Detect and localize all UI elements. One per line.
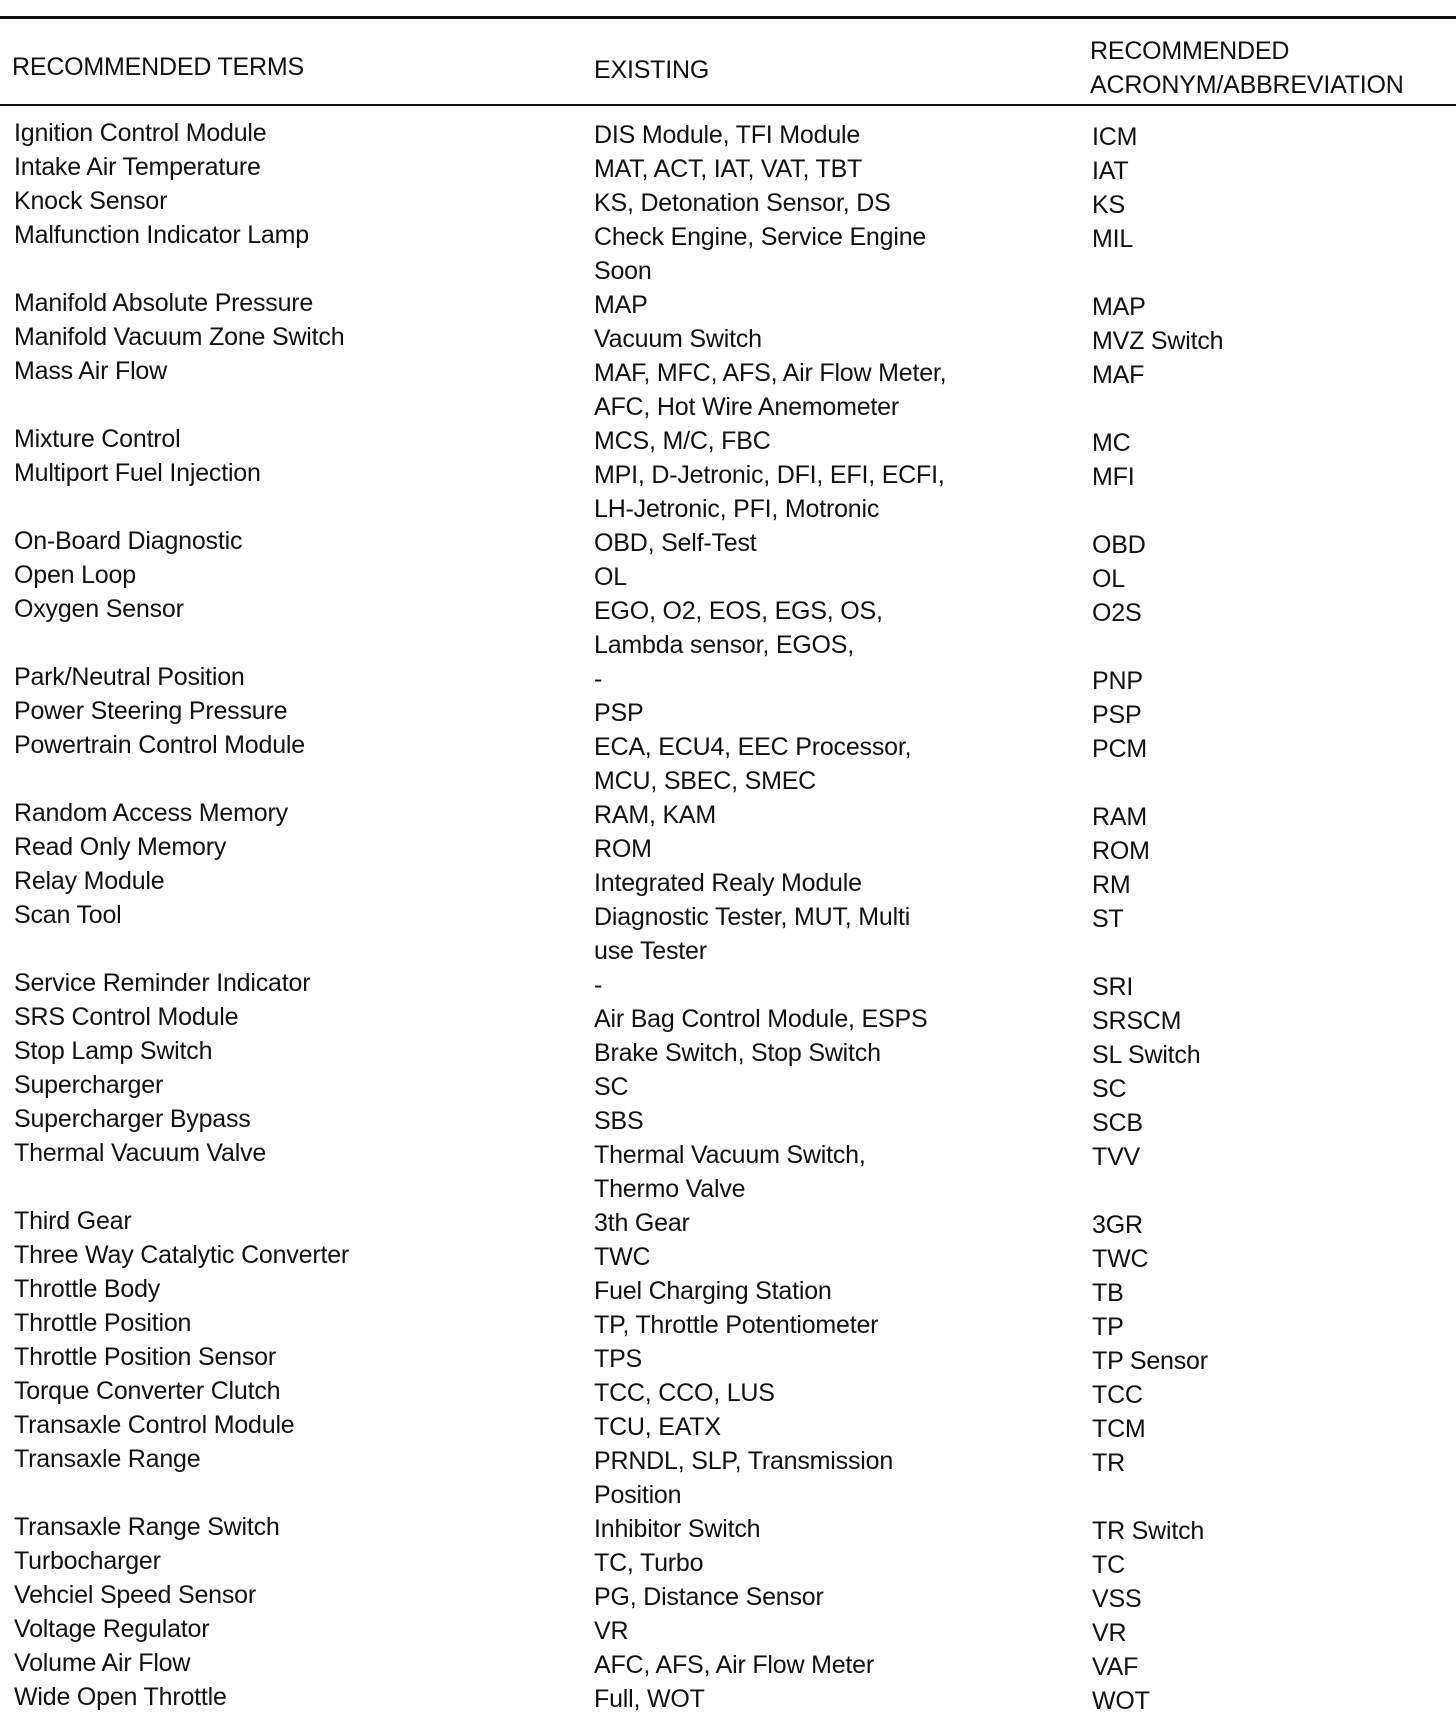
table-row: [0, 150, 1456, 184]
cell-existing: -: [594, 971, 603, 999]
cell-recommended-term: Transaxle Range Switch: [14, 1513, 280, 1541]
cell-existing: SC: [594, 1073, 629, 1101]
table-row: [0, 524, 1456, 558]
cell-recommended-term: Random Access Memory: [14, 799, 288, 827]
cell-existing: TCU, EATX: [594, 1413, 721, 1441]
cell-existing: ROM: [594, 835, 652, 863]
cell-acronym: SCB: [1092, 1109, 1143, 1137]
cell-existing: AFC, AFS, Air Flow Meter: [594, 1651, 874, 1679]
cell-acronym: MFI: [1092, 463, 1135, 491]
cell-recommended-term: Transaxle Range: [14, 1445, 201, 1473]
table-row: [0, 1000, 1456, 1034]
table-row: [0, 728, 1456, 796]
cell-existing: Integrated Realy Module: [594, 869, 862, 897]
cell-recommended-term: Open Loop: [14, 561, 136, 589]
cell-existing: SBS: [594, 1107, 644, 1135]
cell-existing: PSP: [594, 699, 644, 727]
header-recommended-terms: RECOMMENDED TERMS: [12, 53, 304, 81]
table-row: [0, 1340, 1456, 1374]
table-row: [0, 1272, 1456, 1306]
cell-existing: 3th Gear: [594, 1209, 690, 1237]
cell-acronym: TVV: [1092, 1143, 1141, 1171]
cell-acronym: ST: [1092, 905, 1124, 933]
table-row: [0, 1510, 1456, 1544]
table-row: [0, 1306, 1456, 1340]
cell-recommended-term: Mixture Control: [14, 425, 181, 453]
header-existing: EXISTING: [594, 56, 710, 84]
cell-acronym: TR Switch: [1092, 1517, 1205, 1545]
cell-acronym: VAF: [1092, 1653, 1139, 1681]
cell-recommended-term: Thermal Vacuum Valve: [14, 1139, 267, 1167]
table-row: [0, 456, 1456, 524]
cell-acronym: TCC: [1092, 1381, 1143, 1409]
cell-recommended-term: Knock Sensor: [14, 187, 168, 215]
table-row: [0, 320, 1456, 354]
cell-recommended-term: Park/Neutral Position: [14, 663, 245, 691]
table-row: [0, 1612, 1456, 1646]
table-row: [0, 1544, 1456, 1578]
cell-acronym: MAF: [1092, 361, 1145, 389]
cell-acronym: OBD: [1092, 531, 1146, 559]
cell-acronym: WOT: [1092, 1687, 1150, 1715]
table-row: [0, 1374, 1456, 1408]
cell-acronym: MAP: [1092, 293, 1146, 321]
cell-recommended-term: Throttle Position: [14, 1309, 192, 1337]
cell-recommended-term: Voltage Regulator: [14, 1615, 210, 1643]
cell-acronym: SL Switch: [1092, 1041, 1201, 1069]
cell-acronym: TP: [1092, 1313, 1124, 1341]
cell-existing: OBD, Self-Test: [594, 529, 757, 557]
cell-existing: VR: [594, 1617, 629, 1645]
cell-existing: TWC: [594, 1243, 651, 1271]
table-row: [0, 1408, 1456, 1442]
cell-recommended-term: Intake Air Temperature: [14, 153, 261, 181]
cell-existing: PG, Distance Sensor: [594, 1583, 824, 1611]
cell-recommended-term: Malfunction Indicator Lamp: [14, 221, 309, 249]
table-row: [0, 116, 1456, 150]
cell-recommended-term: SRS Control Module: [14, 1003, 239, 1031]
cell-recommended-term: Wide Open Throttle: [14, 1683, 227, 1711]
cell-existing: Diagnostic Tester, MUT, Multi use Tester: [594, 903, 911, 965]
cell-existing: TP, Throttle Potentiometer: [594, 1311, 879, 1339]
cell-acronym: SRSCM: [1092, 1007, 1182, 1035]
table-row: [0, 898, 1456, 966]
table-row: [0, 592, 1456, 660]
cell-existing: PRNDL, SLP, Transmission Position: [594, 1447, 894, 1509]
cell-acronym: TCM: [1092, 1415, 1146, 1443]
cell-existing: Full, WOT: [594, 1685, 705, 1713]
cell-existing: MAF, MFC, AFS, Air Flow Meter, AFC, Hot Wire Anemometer: [594, 359, 947, 421]
cell-acronym: TB: [1092, 1279, 1124, 1307]
cell-recommended-term: Supercharger: [14, 1071, 164, 1099]
table-row: [0, 966, 1456, 1000]
cell-recommended-term: Three Way Catalytic Converter: [14, 1241, 350, 1269]
cell-acronym: MC: [1092, 429, 1131, 457]
cell-recommended-term: Third Gear: [14, 1207, 132, 1235]
table-row: [0, 796, 1456, 830]
cell-acronym: TWC: [1092, 1245, 1149, 1273]
cell-acronym: MVZ Switch: [1092, 327, 1224, 355]
cell-acronym: TR: [1092, 1449, 1125, 1477]
cell-recommended-term: On-Board Diagnostic: [14, 527, 243, 555]
cell-existing: MAT, ACT, IAT, VAT, TBT: [594, 155, 863, 183]
table-row: [0, 1034, 1456, 1068]
cell-existing: Brake Switch, Stop Switch: [594, 1039, 881, 1067]
cell-recommended-term: Powertrain Control Module: [14, 731, 305, 759]
table-row: [0, 1578, 1456, 1612]
cell-recommended-term: Service Reminder Indicator: [14, 969, 311, 997]
table-row: [0, 422, 1456, 456]
cell-existing: Thermal Vacuum Switch, Thermo Valve: [594, 1141, 866, 1203]
table-row: [0, 218, 1456, 286]
cell-recommended-term: Mass Air Flow: [14, 357, 167, 385]
cell-acronym: PCM: [1092, 735, 1147, 763]
cell-acronym: IAT: [1092, 157, 1129, 185]
table-row: [0, 1680, 1456, 1714]
table-row: [0, 864, 1456, 898]
cell-existing: OL: [594, 563, 627, 591]
header-acronym: [1090, 34, 1404, 102]
cell-existing: Air Bag Control Module, ESPS: [594, 1005, 928, 1033]
cell-recommended-term: Volume Air Flow: [14, 1649, 191, 1677]
cell-recommended-term: Throttle Body: [14, 1275, 161, 1303]
table-row: [0, 354, 1456, 422]
cell-recommended-term: Relay Module: [14, 867, 165, 895]
cell-acronym: SRI: [1092, 973, 1134, 1001]
cell-recommended-term: Manifold Vacuum Zone Switch: [14, 323, 345, 351]
cell-existing: ECA, ECU4, EEC Processor, MCU, SBEC, SMEC: [594, 733, 912, 795]
cell-acronym: 3GR: [1092, 1211, 1143, 1239]
cell-recommended-term: Oxygen Sensor: [14, 595, 184, 623]
cell-acronym: MIL: [1092, 225, 1134, 253]
cell-recommended-term: Torque Converter Clutch: [14, 1377, 281, 1405]
cell-existing: KS, Detonation Sensor, DS: [594, 189, 891, 217]
cell-acronym: TC: [1092, 1551, 1125, 1579]
cell-existing: Fuel Charging Station: [594, 1277, 832, 1305]
table-row: [0, 1102, 1456, 1136]
cell-recommended-term: Read Only Memory: [14, 833, 227, 861]
cell-acronym: O2S: [1092, 599, 1142, 627]
cell-acronym: ICM: [1092, 123, 1138, 151]
cell-acronym: VSS: [1092, 1585, 1142, 1613]
cell-acronym: KS: [1092, 191, 1125, 219]
cell-recommended-term: Transaxle Control Module: [14, 1411, 295, 1439]
table-row: [0, 660, 1456, 694]
cell-acronym: PNP: [1092, 667, 1143, 695]
cell-recommended-term: Multiport Fuel Injection: [14, 459, 261, 487]
table-row: [0, 1442, 1456, 1510]
cell-acronym: ROM: [1092, 837, 1150, 865]
cell-acronym: TP Sensor: [1092, 1347, 1208, 1375]
cell-existing: MPI, D-Jetronic, DFI, EFI, ECFI, LH-Jetronic, PFI, Motronic: [594, 461, 945, 523]
cell-existing: TCC, CCO, LUS: [594, 1379, 775, 1407]
top-rule: [0, 16, 1456, 19]
cell-recommended-term: Power Steering Pressure: [14, 697, 288, 725]
table-row: [0, 1238, 1456, 1272]
cell-acronym: SC: [1092, 1075, 1127, 1103]
table-row: [0, 1068, 1456, 1102]
cell-acronym: RM: [1092, 871, 1131, 899]
cell-acronym: OL: [1092, 565, 1125, 593]
cell-existing: MCS, M/C, FBC: [594, 427, 771, 455]
cell-recommended-term: Supercharger Bypass: [14, 1105, 251, 1133]
table-row: [0, 1646, 1456, 1680]
cell-recommended-term: Ignition Control Module: [14, 119, 267, 147]
header-rule: [0, 104, 1456, 106]
cell-existing: TPS: [594, 1345, 643, 1373]
cell-recommended-term: Scan Tool: [14, 901, 122, 929]
table-row: [0, 694, 1456, 728]
cell-recommended-term: Vehciel Speed Sensor: [14, 1581, 257, 1609]
table-row: [0, 558, 1456, 592]
cell-existing: Inhibitor Switch: [594, 1515, 761, 1543]
cell-recommended-term: Manifold Absolute Pressure: [14, 289, 314, 317]
table-row: [0, 830, 1456, 864]
cell-acronym: VR: [1092, 1619, 1127, 1647]
cell-existing: RAM, KAM: [594, 801, 717, 829]
header-acronym-line2: ACRONYM/ABBREVIATION: [1090, 71, 1404, 99]
cell-existing: DIS Module, TFI Module: [594, 121, 861, 149]
cell-acronym: PSP: [1092, 701, 1142, 729]
cell-acronym: RAM: [1092, 803, 1147, 831]
cell-recommended-term: Turbocharger: [14, 1547, 161, 1575]
cell-existing: TC, Turbo: [594, 1549, 704, 1577]
table-row: [0, 1204, 1456, 1238]
table-body: [0, 116, 1456, 1714]
table-row: [0, 1136, 1456, 1204]
table-row: [0, 286, 1456, 320]
cell-existing: MAP: [594, 291, 648, 319]
cell-existing: -: [594, 665, 603, 693]
cell-existing: EGO, O2, EOS, EGS, OS, Lambda sensor, EGOS,: [594, 597, 883, 659]
header-acronym-line1: RECOMMENDED: [1090, 37, 1290, 65]
cell-recommended-term: Throttle Position Sensor: [14, 1343, 276, 1371]
cell-existing: Vacuum Switch: [594, 325, 762, 353]
cell-recommended-term: Stop Lamp Switch: [14, 1037, 213, 1065]
table-row: [0, 184, 1456, 218]
cell-existing: Check Engine, Service Engine Soon: [594, 223, 927, 285]
